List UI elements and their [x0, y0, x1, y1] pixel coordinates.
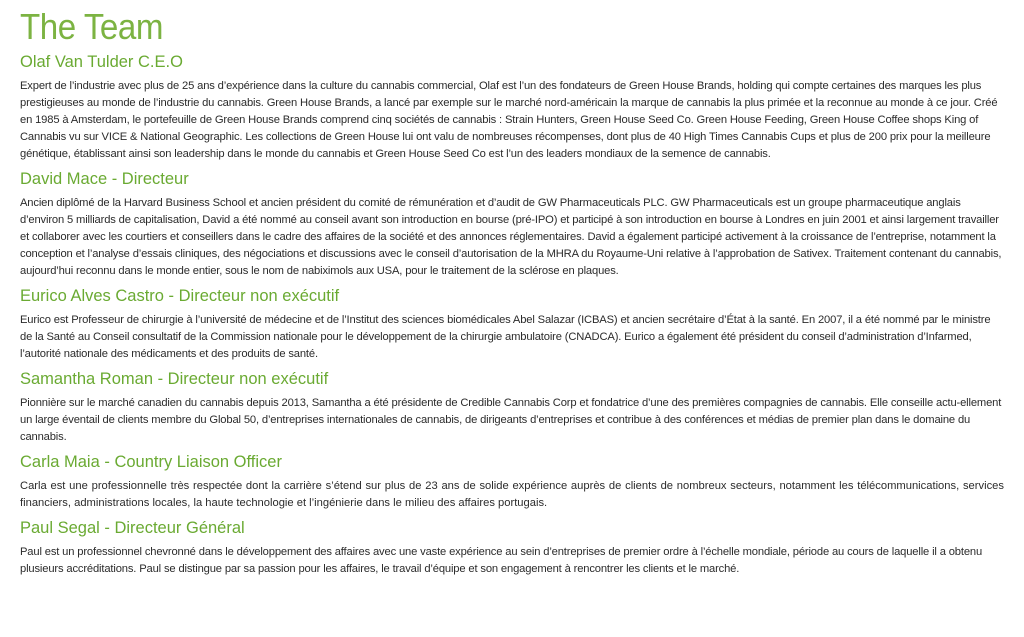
team-member-eurico [20, 286, 1004, 363]
team-member-paul [20, 518, 1004, 578]
member-bio: Carla est une professionnelle très respectée dont la carrière s’étend sur plus de 23 ans de solide expérience auprès de clients de nombreux secteurs, notamment les télécommunications, services financiers, administrations locales, la haute technologie et l’ingénierie dans le milieu des affaires portugais. [20, 480, 1004, 509]
member-name: Eurico Alves Castro - Directeur non exécutif [20, 287, 340, 305]
member-bio: Expert de l’industrie avec plus de 25 ans d’expérience dans la culture du cannabis commercial, Olaf est l’un des fondateurs de Green House Brands, holding qui compte certaines des marques les plus prestigieuses au monde de l’industrie du cannabis. Green House Brands, a lancé par exemple sur le marché nord-américain la marque de cannabis la plus primée et la reconnue au monde à ce jour. Créé en 1985 à Amsterdam, le portefeuille de Green House Brands comprend cinq sociétés de cannabis : Strain Hunters, Green House Seed Co. Green House Feeding, Green House Coffee shops King of Cannabis vu sur VICE & National Geographic. Les collections de Green House lui ont valu de nombreuses récompenses, dont plus de 40 High Times Cannabis Cups et plus de 200 prix pour la meilleure génétique, établissant ainsi son leadership dans le monde du cannabis et Green House Seed Co est l’un des leaders mondiaux de la semence de cannabis. [20, 80, 998, 160]
member-bio: Eurico est Professeur de chirurgie à l’université de médecine et de l’Institut des sciences biomédicales Abel Salazar (ICBAS) et ancien secrétaire d’État à la santé. En 2007, il a été nommé par le ministre de la Santé au Conseil consultatif de la Commission nationale pour le développement de la chirurgie ambulatoire (CNADCA). Eurico a également été président du conseil d’administration d’Infarmed, l’autorité nationale des médicaments et des produits de santé. [20, 314, 991, 360]
team-member-olaf [20, 52, 1004, 163]
member-name: Samantha Roman - Directeur non exécutif [20, 370, 329, 388]
member-bio: Ancien diplômé de la Harvard Business School et ancien président du comité de rémunération et d’audit de GW Pharmaceuticals PLC. GW Pharmaceuticals est un groupe pharmaceutique anglais d’environ 5 milliards de capitalisation, David a été nommé au conseil avant son introduction en bourse (pré-IPO) et participé à son introduction en bourse à Londres en juin 2001 et ainsi largement travailler et collaborer avec les courtiers et conseillers dans le cadre des affaires de la société et des annonces réglementaires. David a également participé activement à la croissance de l’entreprise, notamment la conception et l’analyse d’essais cliniques, des négociations et discussions avec le conseil d’autorisation de la MHRA du Royaume-Uni relative à l’approbation de Sativex. Traitement contenant du cannabis, aujourd’hui reconnu dans le monde entier, sous le nom de nabiximols aux USA, pour le traitement de la sclérose en plaques. [20, 197, 1002, 277]
team-member-samantha [20, 369, 1004, 446]
member-name: David Mace - Directeur [20, 170, 189, 188]
member-name: Olaf Van Tulder C.E.O [20, 53, 183, 71]
team-member-david [20, 169, 1004, 280]
member-bio: Paul est un professionnel chevronné dans le développement des affaires avec une vaste expérience au sein d’entreprises de premier ordre à l’échelle mondiale, période au cours de laquelle il a obtenu plusieurs accréditations. Paul se distingue par sa passion pour les affaires, le travail d’équipe et son engagement à rencontrer les clients et le marché. [20, 546, 983, 575]
member-name: Paul Segal - Directeur Général [20, 519, 245, 537]
member-bio: Pionnière sur le marché canadien du cannabis depuis 2013, Samantha a été présidente de Credible Cannabis Corp et fondatrice d’une des premières compagnies de cannabis. Elle conseille actu-ellement un large éventail de clients membre du Global 50, d’entreprises internationales de cannabis, de dirigeants d’entreprises et contribue à des conférences et médias de premier plan dans le domaine du cannabis. [20, 397, 1002, 443]
page-title: The Team [20, 6, 163, 47]
member-name: Carla Maia - Country Liaison Officer [20, 453, 282, 471]
team-member-carla [20, 452, 1004, 512]
